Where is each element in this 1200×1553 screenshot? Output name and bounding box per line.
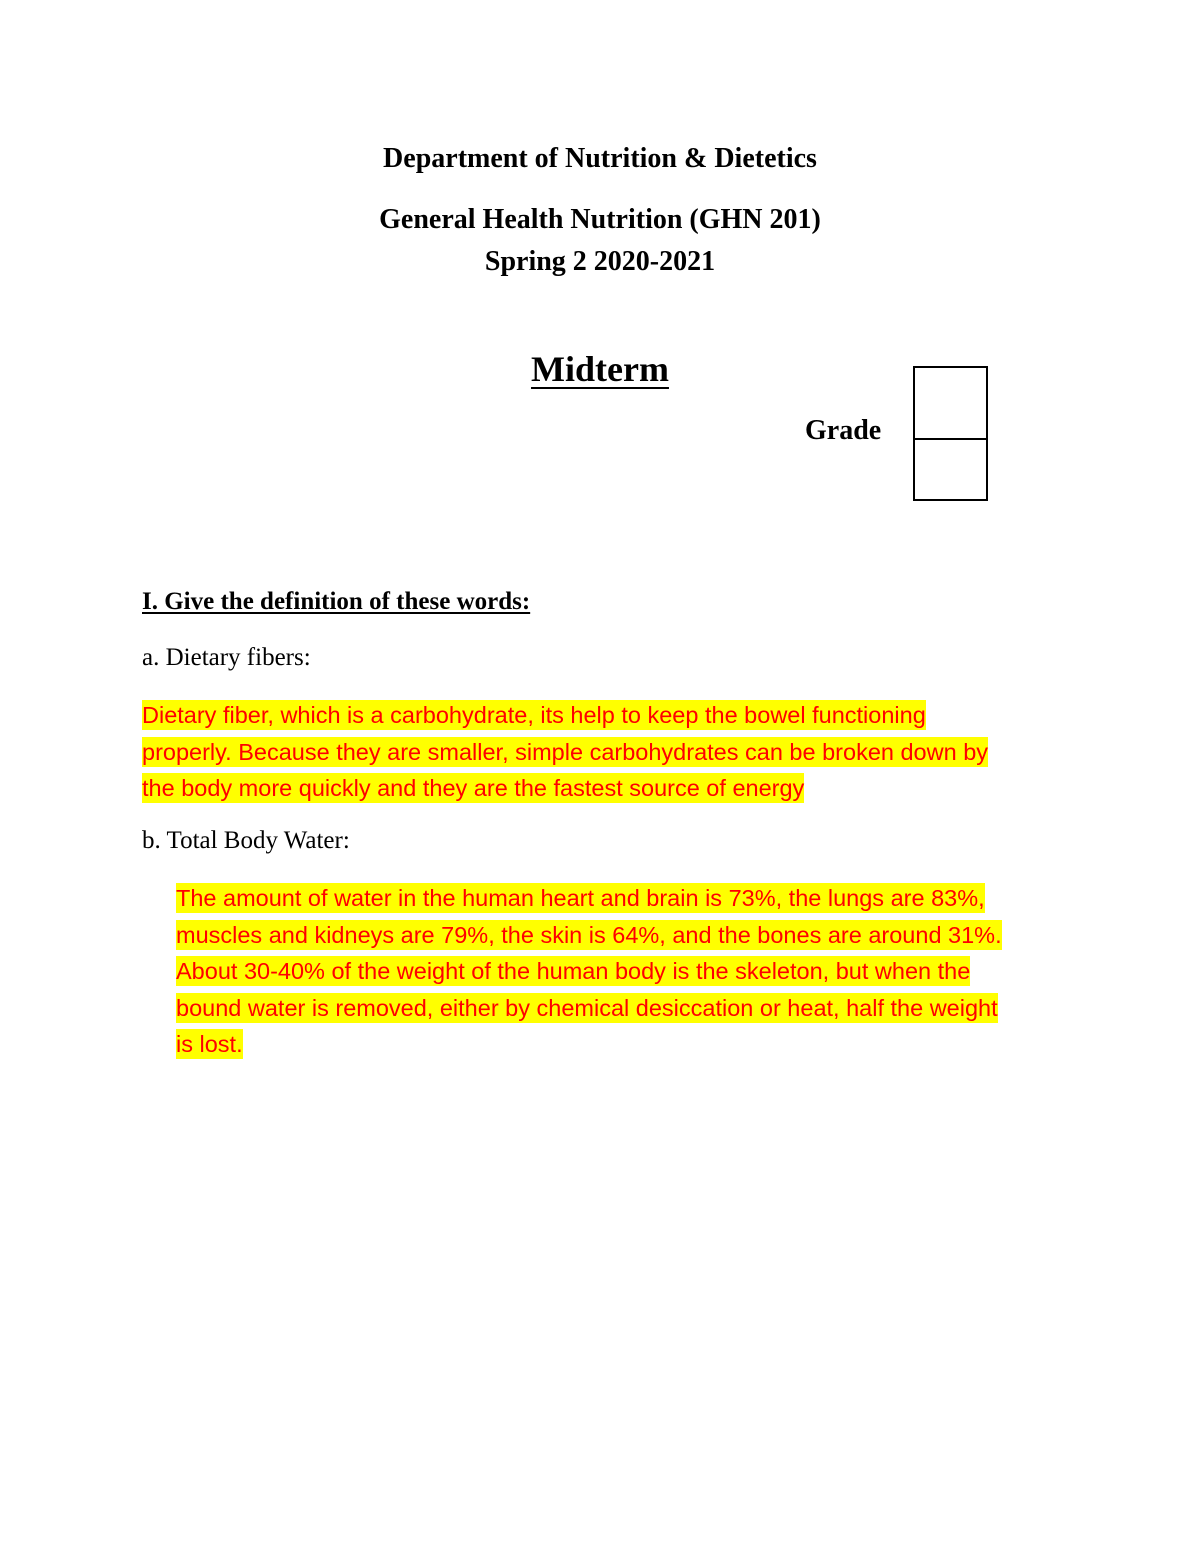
answer-b-line-5: is lost.	[176, 1031, 243, 1057]
grade-box	[913, 366, 988, 501]
answer-b-line-2: muscles and kidneys are 79%, the skin is 64%, and the bones are around 31%.	[176, 921, 1002, 948]
answer-a	[142, 697, 988, 807]
course-title: General Health Nutrition (GHN 201)	[379, 204, 821, 235]
department-title: Department of Nutrition & Dietetics	[383, 143, 817, 174]
answer-b-line-3: About 30-40% of the weight of the human body is the skeleton, but when the	[176, 958, 971, 984]
question-a-prompt: a. Dietary fibers:	[142, 644, 311, 671]
answer-a-line-1: Dietary fiber, which is a carbohydrate, its help to keep the bowel functioning	[142, 702, 926, 728]
exam-title-text: Midterm	[531, 349, 669, 389]
answer-b-line-1: The amount of water in the human heart and brain is 73%, the lungs are 83%,	[176, 885, 985, 911]
answer-b-line-4: bound water is removed, either by chemical desiccation or heat, half the weight	[176, 994, 998, 1021]
section-heading: I. Give the definition of these words:	[142, 588, 531, 615]
answer-b	[176, 880, 1002, 1063]
question-b-prompt: b. Total Body Water:	[142, 827, 350, 854]
answer-a-line-2: properly. Because they are smaller, simple carbohydrates can be broken down by	[142, 738, 989, 765]
exam-title	[0, 348, 1200, 390]
answer-a-line-3: the body more quickly and they are the fastest source of energy	[142, 775, 805, 801]
grade-box-divider	[915, 438, 986, 440]
term-title: Spring 2 2020-2021	[484, 246, 716, 277]
grade-label: Grade	[805, 415, 882, 446]
